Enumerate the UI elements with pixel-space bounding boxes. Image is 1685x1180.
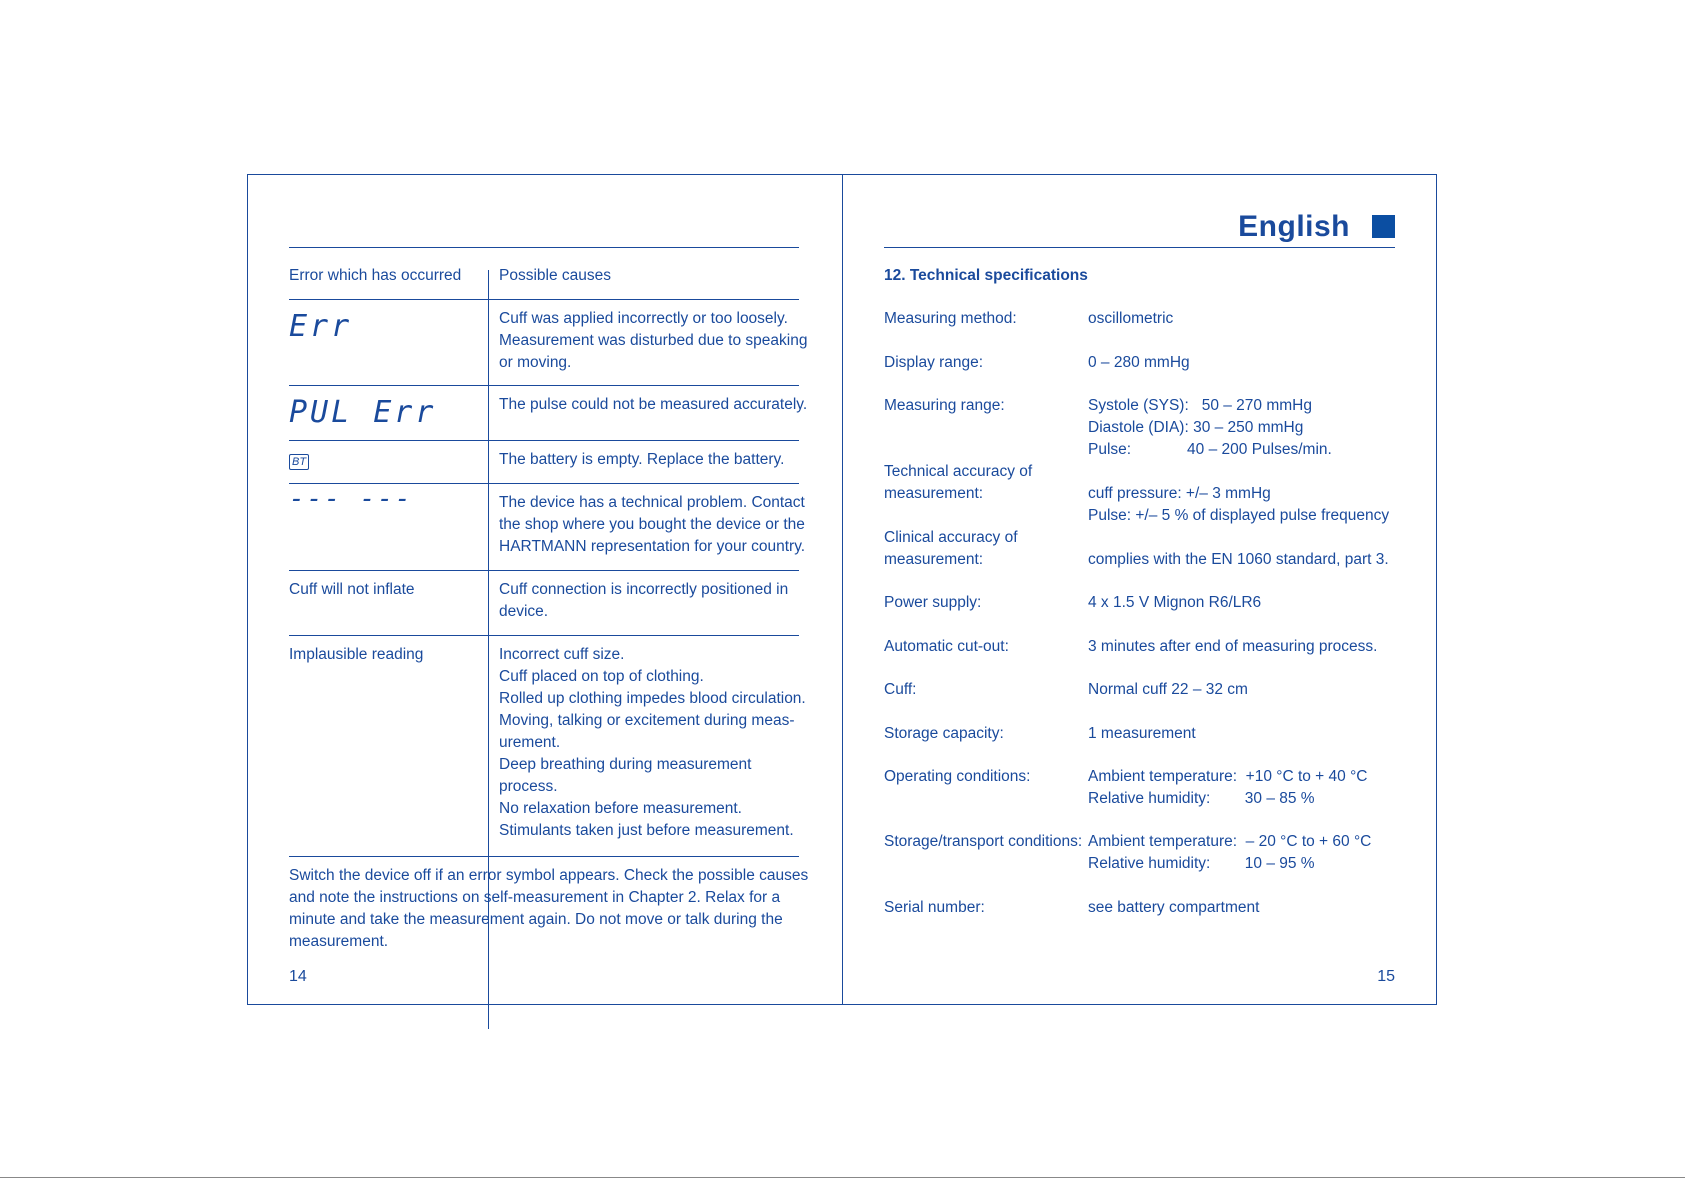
row-rule — [289, 570, 799, 571]
error-text: Cuff will not inflate — [289, 581, 415, 598]
scan-edge-line — [0, 1177, 1685, 1178]
spec-value: Systole (SYS): 50 – 270 mmHg — [1088, 397, 1312, 414]
spec-label: measurement: — [884, 485, 984, 502]
spec-value: Relative humidity: 30 – 85 % — [1088, 790, 1315, 807]
right-page — [884, 174, 1395, 1005]
cause-line: Stimulants taken just before measurement. — [499, 822, 794, 839]
cause-line: Deep breathing during measurement — [499, 756, 752, 773]
spec-value: 3 minutes after end of measuring process. — [1088, 638, 1378, 655]
cause-line: Moving, talking or excitement during meas- — [499, 712, 795, 729]
lcd-pul-err-symbol: PUL Err — [289, 395, 437, 430]
spec-value: Ambient temperature: +10 °C to + 40 °C — [1088, 768, 1368, 785]
spec-value: 1 measurement — [1088, 725, 1196, 742]
cause-line: The battery is empty. Replace the battery. — [499, 451, 785, 468]
spec-label: Display range: — [884, 354, 984, 371]
spec-value: Pulse: +/– 5 % of displayed pulse frequency — [1088, 507, 1390, 524]
spec-label: Power supply: — [884, 594, 982, 611]
cause-line: the shop where you bought the device or the — [499, 516, 805, 533]
cause-line: Measurement was disturbed due to speaking — [499, 332, 808, 349]
language-label: English — [1238, 210, 1350, 243]
row-rule — [289, 635, 799, 636]
spec-label: Automatic cut-out: — [884, 638, 1009, 655]
cause-line: Incorrect cuff size. — [499, 646, 625, 663]
spec-value: Relative humidity: 10 – 95 % — [1088, 855, 1315, 872]
cause-line: device. — [499, 603, 549, 620]
cause-line: Cuff placed on top of clothing. — [499, 668, 704, 685]
language-marker-square — [1372, 215, 1395, 238]
spec-label: Measuring range: — [884, 397, 1005, 414]
spec-value: 0 – 280 mmHg — [1088, 354, 1190, 371]
spec-value: see battery compartment — [1088, 899, 1260, 916]
page-number: 14 — [289, 968, 307, 985]
page-number: 15 — [1377, 968, 1395, 985]
page-divider — [842, 174, 843, 1005]
cause-line: or moving. — [499, 354, 572, 371]
cause-line: HARTMANN representation for your country. — [499, 538, 806, 555]
cause-line: No relaxation before measurement. — [499, 800, 742, 817]
note-line: Switch the device off if an error symbol appears. Check the possible causes — [289, 867, 809, 884]
row-rule — [289, 385, 799, 386]
section-title: 12. Technical specifications — [884, 267, 1088, 284]
spec-label: Measuring method: — [884, 310, 1017, 327]
lcd-err-symbol: Err — [289, 309, 353, 344]
header-rule — [884, 247, 1395, 248]
spec-value: oscillometric — [1088, 310, 1174, 327]
spec-label: Cuff: — [884, 681, 917, 698]
row-rule — [289, 440, 799, 441]
spec-label: Operating conditions: — [884, 768, 1031, 785]
spec-label: Storage/transport conditions: — [884, 833, 1083, 850]
table-bottom-rule — [289, 856, 799, 857]
battery-icon: BT — [289, 454, 309, 470]
header-error: Error which has occurred — [289, 267, 462, 284]
error-text: Implausible reading — [289, 646, 424, 663]
note-line: and note the instructions on self-measurement in Chapter 2. Relax for a — [289, 889, 781, 906]
spec-value: Pulse: 40 – 200 Pulses/min. — [1088, 441, 1332, 458]
spec-label: measurement: — [884, 551, 984, 568]
table-top-rule — [289, 247, 799, 248]
lcd-dashes-symbol: --- --- — [289, 484, 413, 514]
spec-value: complies with the EN 1060 standard, part 3. — [1088, 551, 1389, 568]
note-line: minute and take the measurement again. Do not move or talk during the — [289, 911, 783, 928]
cause-line: The pulse could not be measured accurately. — [499, 396, 808, 413]
spec-value: Normal cuff 22 – 32 cm — [1088, 681, 1248, 698]
header-rule — [289, 299, 799, 300]
cause-line: Rolled up clothing impedes blood circulation. — [499, 690, 806, 707]
spec-label: Technical accuracy of — [884, 463, 1033, 480]
spec-value: 4 x 1.5 V Mignon R6/LR6 — [1088, 594, 1262, 611]
spec-label: Serial number: — [884, 899, 985, 916]
cause-line: Cuff was applied incorrectly or too loosely. — [499, 310, 788, 327]
note-line: measurement. — [289, 933, 389, 950]
cause-line: Cuff connection is incorrectly positioned in — [499, 581, 789, 598]
cause-line: The device has a technical problem. Contact — [499, 494, 805, 511]
cause-line: urement. — [499, 734, 561, 751]
spec-value: Diastole (DIA): 30 – 250 mmHg — [1088, 419, 1304, 436]
spec-label: Storage capacity: — [884, 725, 1004, 742]
spec-value: cuff pressure: +/– 3 mmHg — [1088, 485, 1271, 502]
spec-label: Clinical accuracy of — [884, 529, 1018, 546]
spec-value: Ambient temperature: – 20 °C to + 60 °C — [1088, 833, 1372, 850]
left-page — [289, 174, 809, 1005]
header-causes: Possible causes — [499, 267, 612, 284]
cause-line: process. — [499, 778, 558, 795]
